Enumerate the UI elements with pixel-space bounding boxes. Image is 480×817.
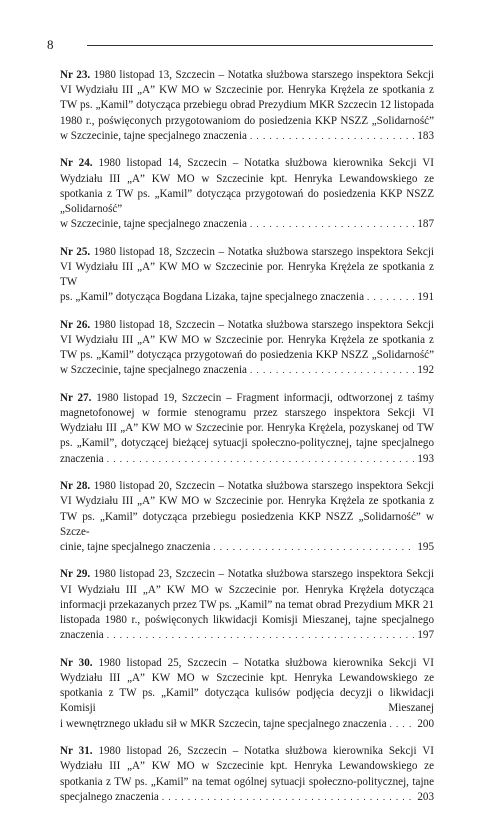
toc-entry-body bbox=[60, 318, 434, 364]
toc-entry-page-number: 192 bbox=[417, 364, 434, 377]
toc-entry-last-line bbox=[60, 628, 434, 643]
dot-leader bbox=[390, 717, 415, 732]
toc-entry-page-number: 193 bbox=[417, 452, 434, 465]
toc-entry-last-text: ps. „Kamil” dotycząca Bogdana Lizaka, tajne specjalnego znaczenia bbox=[60, 291, 365, 304]
toc-entry bbox=[60, 68, 434, 144]
toc-entry bbox=[60, 567, 434, 643]
toc-entry-page-number: 183 bbox=[417, 129, 434, 142]
toc-entry-last-text: w Szczecinie, tajne specjalnego znaczenia bbox=[60, 364, 247, 377]
toc-entry-description: 1980 listopad 13, Szczecin – Notatka służbowa starszego inspektora Sekcji VI Wydziału III „A” KW MO w Szczecinie por. Henryka Krężela ze spotkania z TW ps. „Kamil” dotycząca przebiegu obrad Prezydium MKR Szczecin 12 listopada 1980 r., poświęconych przygotowaniom do posiedzenia KKP NSZZ „Solidarność” bbox=[60, 69, 434, 127]
toc-entry-body bbox=[60, 391, 434, 452]
page-number: 8 bbox=[47, 37, 54, 52]
toc-entry-page-number: 191 bbox=[417, 291, 434, 304]
toc-entry-description: 1980 listopad 18, Szczecin – Notatka służbowa starszego inspektora Sekcji VI Wydziału III „A” KW MO w Szczecinie por. Henryka Krężela ze spotkania z TW bbox=[60, 245, 434, 289]
toc-entry-body bbox=[60, 68, 434, 129]
toc-entry bbox=[60, 391, 434, 467]
toc-entry-number: Nr 29. bbox=[60, 568, 91, 581]
toc-entry-page-number: 203 bbox=[417, 790, 434, 803]
toc-entry-last-text: cinie, tajne specjalnego znaczenia bbox=[60, 540, 211, 553]
toc-entry-description: 1980 listopad 23, Szczecin – Notatka służbowa starszego inspektora Sekcji VI Wydziału III „A” KW MO w Szczecinie por. Henryka Krężela dotycząca informacji przekazanych przez TW ps. „Kamil” na temat obrad Prezydium MKR 21 listopada 1980 r., poświęconych likwidacji Komisji Mieszanej, tajne specjalnego bbox=[60, 568, 434, 627]
toc-entry-last-line bbox=[60, 129, 434, 144]
toc-entry bbox=[60, 656, 434, 732]
toc-entry-body bbox=[60, 567, 434, 628]
toc-entry-last-text: znaczenia bbox=[60, 629, 104, 642]
toc-entry-description: 1980 listopad 20, Szczecin – Notatka służbowa starszego inspektora Sekcji VI Wydziału III „A” KW MO w Szczecinie por. Henryka Krężela ze spotkania z TW ps. „Kamil” dotycząca przebiegu posiedzenia KKP NSZZ „Solidarność” w Szcze- bbox=[60, 480, 434, 538]
header-rule bbox=[87, 45, 433, 46]
toc-entry-page-number: 195 bbox=[417, 540, 434, 553]
toc-entry-description: 1980 listopad 19, Szczecin – Fragment informacji, odtworzonej z taśmy magnetofonowej w formie stenogramu przez starszego inspektora Sekcji VI Wydziału III „A” KW MO w Szczecinie por. Henryka Krężela, pozyskanej od TW ps. „Kamil”, dotyczącej bieżącej sytuacji społeczno-politycznej, tajne specjalnego bbox=[60, 391, 434, 450]
toc-entry-number: Nr 26. bbox=[60, 318, 91, 331]
toc-entry-body bbox=[60, 156, 434, 217]
toc-entry-page-number: 187 bbox=[417, 218, 434, 231]
toc-entry-page-number: 200 bbox=[417, 717, 434, 730]
toc-entry bbox=[60, 744, 434, 805]
dot-leader bbox=[250, 129, 414, 144]
toc-entry-number: Nr 25. bbox=[60, 245, 91, 258]
dot-leader bbox=[250, 217, 414, 232]
toc-entry-last-line bbox=[60, 790, 434, 805]
toc-entry-number: Nr 23. bbox=[60, 69, 91, 81]
toc-entry-last-text: i wewnętrznego układu sił w MKR Szczecin, tajne specjalnego znaczenia bbox=[60, 717, 387, 730]
dot-leader bbox=[213, 540, 414, 555]
toc-entry-description: 1980 listopad 25, Szczecin – Notatka służbowa kierownika Sekcji VI Wydziału III „A” KW MO w Szczecinie kpt. Henryka Lewandowskiego ze spotkania z TW ps. „Kamil” dotycząca kulisów podjęcia decyzji o likwidacji Komisji Mieszanej bbox=[60, 656, 434, 715]
toc-entry-last-line bbox=[60, 363, 434, 378]
toc-entry bbox=[60, 318, 434, 379]
toc-entry bbox=[60, 245, 434, 306]
toc-entry-body bbox=[60, 479, 434, 540]
dot-leader bbox=[250, 363, 414, 378]
toc-entry-description: 1980 listopad 18, Szczecin – Notatka służbowa starszego inspektora Sekcji VI Wydziału III „A” KW MO w Szczecinie por. Henryka Krężela ze spotkania z TW ps. „Kamil” dotycząca przygotowań do posiedzenia KKP NSZZ „Solidarność” bbox=[60, 318, 434, 362]
toc-entry-body bbox=[60, 656, 434, 717]
toc-entry-last-line bbox=[60, 217, 434, 232]
dot-leader bbox=[162, 790, 415, 805]
dot-leader bbox=[107, 628, 415, 643]
toc-entry-last-line bbox=[60, 290, 434, 305]
toc-entry bbox=[60, 156, 434, 232]
toc-entry bbox=[60, 479, 434, 555]
toc-entry-body bbox=[60, 744, 434, 790]
toc-entry-number: Nr 24. bbox=[60, 157, 93, 170]
page-header bbox=[47, 38, 433, 52]
toc-entry-number: Nr 30. bbox=[60, 656, 93, 669]
table-of-contents bbox=[60, 68, 434, 817]
toc-entry-body bbox=[60, 245, 434, 291]
toc-entry-last-text: specjalnego znaczenia bbox=[60, 790, 159, 803]
toc-entry-number: Nr 27. bbox=[60, 391, 92, 404]
toc-entry-last-text: w Szczecinie, tajne specjalnego znaczenia bbox=[60, 129, 247, 142]
toc-entry-number: Nr 28. bbox=[60, 480, 91, 493]
toc-entry-description: 1980 listopad 26, Szczecin – Notatka służbowa kierownika Sekcji VI Wydziału III „A” KW MO w Szczecinie kpt. Henryka Lewandowskiego ze spotkania z TW ps. „Kamil” na temat ogólnej sytuacji społeczno-politycznej, tajne bbox=[60, 745, 434, 788]
toc-entry-last-text: znaczenia bbox=[60, 452, 104, 465]
toc-entry-number: Nr 31. bbox=[60, 745, 93, 758]
toc-entry-description: 1980 listopad 14, Szczecin – Notatka służbowa kierownika Sekcji VI Wydziału III „A” KW MO w Szczecinie kpt. Henryka Lewandowskiego ze spotkania z TW ps. „Kamil” dotycząca przygotowań do posiedzenia KKP NSZZ „Solidarność” bbox=[60, 157, 434, 215]
toc-entry-last-line bbox=[60, 452, 434, 467]
toc-entry-last-line bbox=[60, 540, 434, 555]
dot-leader bbox=[107, 452, 415, 467]
dot-leader bbox=[367, 290, 414, 305]
toc-entry-page-number: 197 bbox=[417, 629, 434, 642]
toc-entry-last-text: w Szczecinie, tajne specjalnego znaczenia bbox=[60, 218, 247, 231]
toc-entry-last-line bbox=[60, 717, 434, 732]
